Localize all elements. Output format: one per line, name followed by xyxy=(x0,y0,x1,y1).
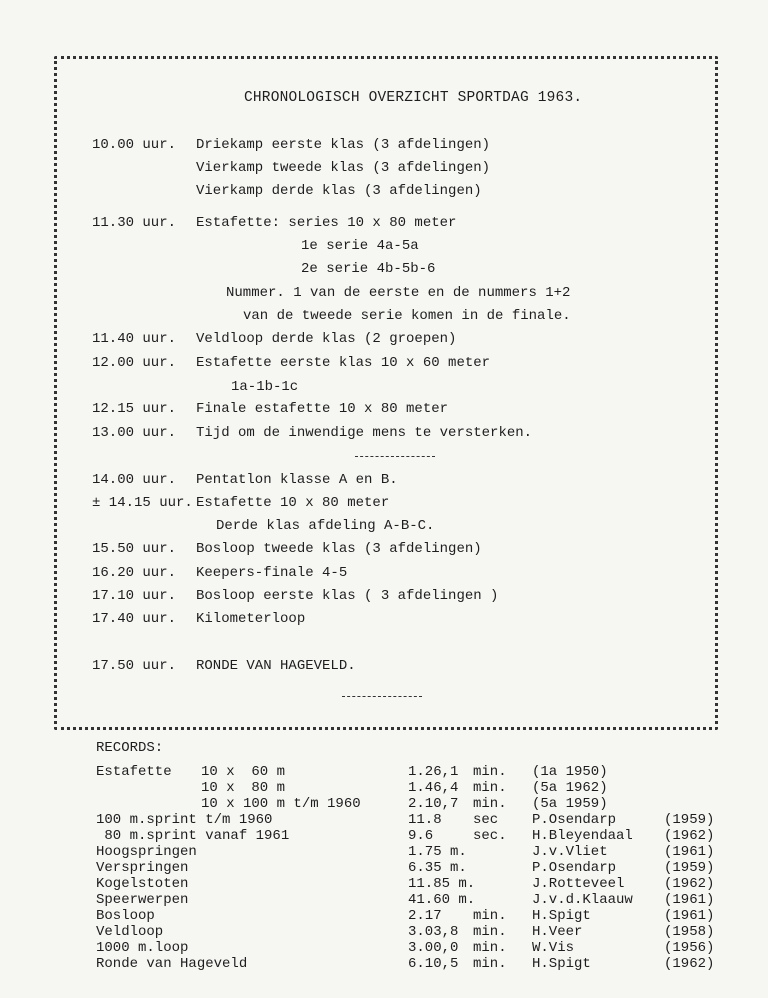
records-heading: RECORDS: xyxy=(96,740,164,756)
schedule-time: 15.50 uur. xyxy=(92,541,177,557)
record-value: 9.6 xyxy=(408,828,434,844)
record-holder: P.Osendarp xyxy=(532,812,617,828)
record-holder: H.Spigt xyxy=(532,956,591,972)
schedule-time: 13.00 uur. xyxy=(92,425,177,441)
record-year: (1961) xyxy=(664,844,715,860)
record-holder: H.Bleyendaal xyxy=(532,828,633,844)
record-detail: 10 x 100 m t/m 1960 xyxy=(201,796,361,812)
schedule-text: Bosloop tweede klas (3 afdelingen) xyxy=(196,541,482,557)
record-value: 1.26,1 xyxy=(408,764,459,780)
record-value: 1.75 m. xyxy=(408,844,467,860)
schedule-time: 17.50 uur. xyxy=(92,658,177,674)
record-unit: min. xyxy=(473,780,507,796)
record-holder: H.Spigt xyxy=(532,908,591,924)
record-event: Kogelstoten xyxy=(96,876,189,892)
record-value: 6.35 m. xyxy=(408,860,467,876)
dotted-frame xyxy=(54,56,718,730)
schedule-time: 14.00 uur. xyxy=(92,472,177,488)
schedule-text: Keepers-finale 4-5 xyxy=(196,565,348,581)
schedule-text: Veldloop derde klas (2 groepen) xyxy=(196,331,457,347)
schedule-text: Bosloop eerste klas ( 3 afdelingen ) xyxy=(196,588,499,604)
record-year: (1959) xyxy=(664,860,715,876)
record-value: 2.17 xyxy=(408,908,442,924)
schedule-text: Vierkamp tweede klas (3 afdelingen) xyxy=(196,160,491,176)
record-holder: (5a 1962) xyxy=(532,780,608,796)
record-value: 11.85 m. xyxy=(408,876,476,892)
record-year: (1958) xyxy=(664,924,715,940)
record-holder: J.Rotteveel xyxy=(532,876,625,892)
separator-line xyxy=(342,696,422,697)
record-event: Veldloop xyxy=(96,924,164,940)
schedule-text: Vierkamp derde klas (3 afdelingen) xyxy=(196,183,482,199)
record-value: 6.10,5 xyxy=(408,956,459,972)
record-event: 1000 m.loop xyxy=(96,940,189,956)
schedule-text: Nummer. 1 van de eerste en de nummers 1+2 xyxy=(226,285,571,301)
document-title: CHRONOLOGISCH OVERZICHT SPORTDAG 1963. xyxy=(244,90,583,106)
record-event: Estafette xyxy=(96,764,172,780)
record-value: 11.8 xyxy=(408,812,442,828)
schedule-time: 11.40 uur. xyxy=(92,331,177,347)
schedule-text: Tijd om de inwendige mens te versterken. xyxy=(196,425,533,441)
record-detail: 10 x 80 m xyxy=(201,780,286,796)
record-event: 100 m.sprint t/m 1960 xyxy=(96,812,273,828)
record-unit: min. xyxy=(473,764,507,780)
record-event: Verspringen xyxy=(96,860,189,876)
schedule-text: Finale estafette 10 x 80 meter xyxy=(196,401,449,417)
record-holder: (1a 1950) xyxy=(532,764,608,780)
schedule-time: 12.00 uur. xyxy=(92,355,177,371)
schedule-time: 10.00 uur. xyxy=(92,137,177,153)
record-year: (1959) xyxy=(664,812,715,828)
record-value: 2.10,7 xyxy=(408,796,459,812)
record-year: (1961) xyxy=(664,892,715,908)
schedule-time: 17.40 uur. xyxy=(92,611,177,627)
record-unit: min. xyxy=(473,796,507,812)
record-unit: sec xyxy=(473,812,499,828)
record-year: (1956) xyxy=(664,940,715,956)
record-value: 3.03,8 xyxy=(408,924,459,940)
record-holder: P.Osendarp xyxy=(532,860,617,876)
schedule-text: 1e serie 4a-5a xyxy=(301,238,419,254)
schedule-time: 17.10 uur. xyxy=(92,588,177,604)
record-event: 80 m.sprint vanaf 1961 xyxy=(96,828,290,844)
schedule-text: Kilometerloop xyxy=(196,611,306,627)
record-unit: sec. xyxy=(473,828,507,844)
record-unit: min. xyxy=(473,956,507,972)
schedule-text: Estafette: series 10 x 80 meter xyxy=(196,215,457,231)
separator-line xyxy=(355,456,435,457)
schedule-text: Driekamp eerste klas (3 afdelingen) xyxy=(196,137,491,153)
schedule-text: 1a-1b-1c xyxy=(231,379,299,395)
schedule-text: Estafette 10 x 80 meter xyxy=(196,495,390,511)
record-holder: J.v.d.Klaauw xyxy=(532,892,633,908)
record-year: (1961) xyxy=(664,908,715,924)
record-event: Hoogspringen xyxy=(96,844,197,860)
record-event: Bosloop xyxy=(96,908,155,924)
schedule-text: 2e serie 4b-5b-6 xyxy=(301,261,436,277)
record-unit: min. xyxy=(473,924,507,940)
record-value: 41.60 m. xyxy=(408,892,476,908)
record-event: Speerwerpen xyxy=(96,892,189,908)
record-value: 3.00,0 xyxy=(408,940,459,956)
record-value: 1.46,4 xyxy=(408,780,459,796)
record-holder: J.v.Vliet xyxy=(532,844,608,860)
schedule-time: 11.30 uur. xyxy=(92,215,177,231)
schedule-text: Estafette eerste klas 10 x 60 meter xyxy=(196,355,491,371)
record-unit: min. xyxy=(473,940,507,956)
schedule-text: van de tweede serie komen in de finale. xyxy=(243,308,571,324)
schedule-time: 16.20 uur. xyxy=(92,565,177,581)
record-holder: H.Veer xyxy=(532,924,583,940)
record-unit: min. xyxy=(473,908,507,924)
record-holder: W.Vis xyxy=(532,940,575,956)
record-detail: 10 x 60 m xyxy=(201,764,286,780)
schedule-text: Pentatlon klasse A en B. xyxy=(196,472,398,488)
schedule-time: 12.15 uur. xyxy=(92,401,177,417)
record-holder: (5a 1959) xyxy=(532,796,608,812)
record-year: (1962) xyxy=(664,876,715,892)
record-year: (1962) xyxy=(664,956,715,972)
schedule-time: ± 14.15 uur. xyxy=(92,495,193,511)
schedule-text: RONDE VAN HAGEVELD. xyxy=(196,658,356,674)
schedule-text: Derde klas afdeling A-B-C. xyxy=(216,518,435,534)
record-event: Ronde van Hageveld xyxy=(96,956,248,972)
record-year: (1962) xyxy=(664,828,715,844)
